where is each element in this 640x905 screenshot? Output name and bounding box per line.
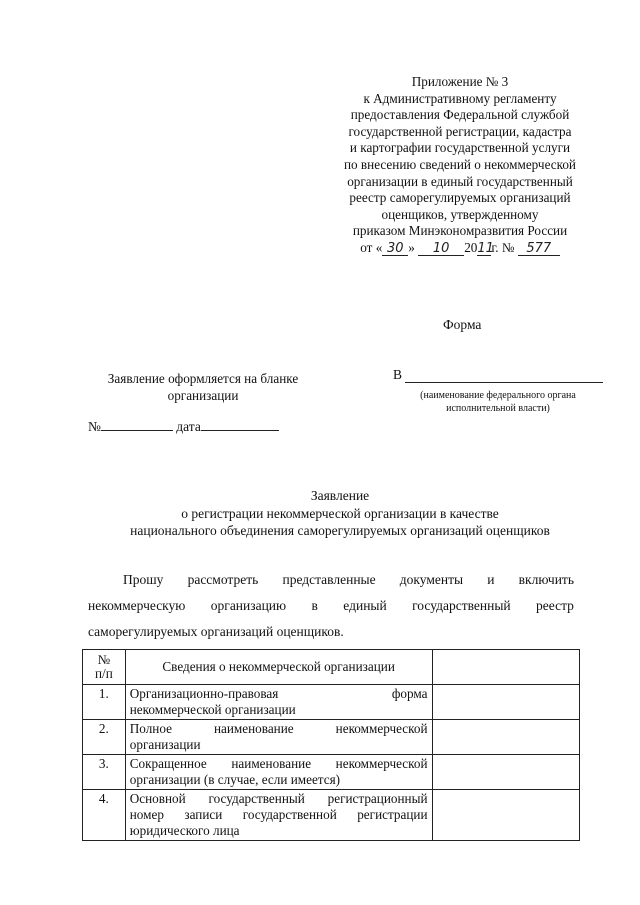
table-row (83, 685, 580, 720)
handwritten-order-number: 577 (518, 242, 560, 256)
statement-title (60, 487, 620, 540)
appendix-header (330, 74, 590, 257)
paragraph-line (88, 598, 574, 624)
word: в (311, 598, 318, 613)
row-desc-line: номер записи государственной регистрации (129, 807, 428, 822)
word: Прошу (123, 572, 164, 587)
row-number: 1. (83, 685, 126, 720)
word: и (487, 572, 495, 587)
row-value-field[interactable] (432, 790, 579, 841)
table-header-row (83, 650, 580, 685)
row-description (125, 720, 432, 755)
order-number-label: г. № (491, 239, 515, 255)
word: рассмотреть (187, 572, 259, 587)
form-label: Форма (443, 317, 482, 332)
row-description (125, 790, 432, 841)
handwritten-day: 30 (382, 242, 408, 256)
recipient-block (393, 367, 603, 415)
header-number-label: п/п (94, 666, 113, 681)
table-row (83, 790, 580, 841)
row-desc-line: Сокращенное наименование некоммерческой (129, 756, 428, 771)
appendix-line: Приложение № 3 (411, 74, 509, 89)
date-label: дата (176, 419, 201, 434)
row-desc-line: организации (129, 737, 201, 752)
table-row (83, 755, 580, 790)
word: включить (518, 572, 574, 587)
row-value-field[interactable] (432, 685, 579, 720)
request-paragraph (88, 572, 574, 650)
row-desc-line: юридического лица (129, 823, 240, 838)
row-desc-line: Основной государственный регистрационный (129, 791, 428, 806)
number-label: № (88, 419, 101, 434)
header-desc-cell: Сведения о некоммерческой организации (125, 650, 432, 685)
paragraph-line (88, 572, 574, 598)
word: единый (343, 598, 387, 613)
recipient-hint-line: (наименование федерального органа (420, 390, 576, 401)
row-number: 2. (83, 720, 126, 755)
word: государственный (412, 598, 511, 613)
appendix-line: оценщиков, утвержденному (381, 206, 539, 222)
organization-info-table (82, 649, 580, 841)
appendix-line: и картографии государственной услуги (349, 140, 571, 156)
number-date-line (88, 418, 279, 435)
letterhead-note-line: организации (167, 388, 239, 403)
letterhead-note (88, 370, 318, 404)
appendix-line: реестр саморегулируемых организаций (349, 190, 571, 206)
word: реестр (536, 598, 574, 613)
appendix-line: предоставления Федеральной службой (350, 107, 570, 123)
row-desc-line: организации (в случае, если имеется) (129, 772, 341, 787)
appendix-line: организации в единый государственный (347, 173, 573, 189)
appendix-line: по внесению сведений о некоммерческой (343, 156, 576, 172)
letterhead-note-line: Заявление оформляется на бланке (107, 371, 299, 386)
date-quote: » (408, 239, 415, 255)
header-number-cell (83, 650, 126, 685)
title-line: национального объединения саморегулируемых организаций оценщиков (130, 523, 550, 538)
row-desc-line: Полное наименование некоммерческой (129, 721, 428, 736)
number-field[interactable] (101, 418, 173, 431)
word: некоммерческую (88, 598, 186, 613)
appendix-line: государственной регистрации, кадастра (348, 123, 572, 139)
paragraph-line: саморегулируемых организаций оценщиков. (88, 624, 344, 639)
word: организацию (210, 598, 287, 613)
header-value-cell (432, 650, 579, 685)
row-description (125, 755, 432, 790)
row-description (125, 685, 432, 720)
appendix-line: к Административному регламенту (363, 90, 557, 106)
recipient-field[interactable] (405, 368, 603, 383)
date-field[interactable] (201, 418, 279, 431)
row-desc-line: Организационно-правовая форма (129, 686, 428, 701)
handwritten-month: 10 (418, 242, 464, 256)
table-row (83, 720, 580, 755)
order-date-line (330, 240, 590, 257)
row-value-field[interactable] (432, 755, 579, 790)
recipient-hint (393, 389, 603, 415)
handwritten-year: 11 (477, 240, 494, 256)
title-line: Заявление (310, 488, 370, 503)
recipient-hint-line: исполнительной власти) (446, 403, 550, 414)
row-desc-line: некоммерческой организации (129, 702, 296, 717)
row-value-field[interactable] (432, 720, 579, 755)
word: документы (399, 572, 464, 587)
title-line: о регистрации некоммерческой организации в качестве (181, 505, 499, 521)
date-prefix: от « (360, 239, 383, 255)
header-number-label: № (97, 652, 111, 667)
appendix-line: приказом Минэкономразвития России (352, 223, 568, 239)
word: представленные (282, 572, 376, 587)
year-prefix: 20 (464, 239, 478, 255)
row-number: 4. (83, 790, 126, 841)
row-number: 3. (83, 755, 126, 790)
recipient-prefix: В (393, 367, 403, 382)
